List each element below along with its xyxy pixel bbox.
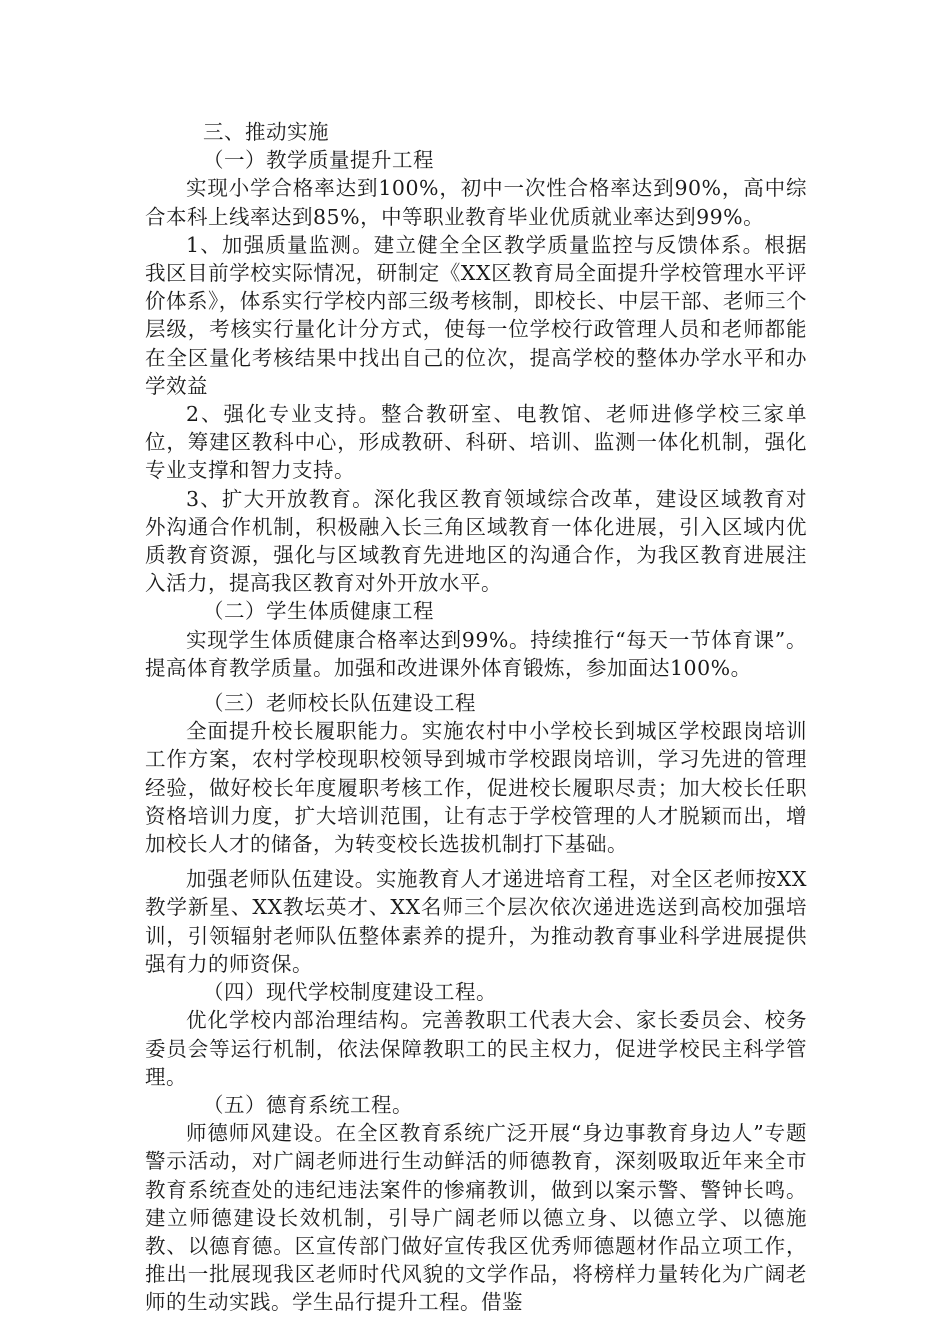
paragraph: 实现学生体质健康合格率达到99%。持续推行“每天一节体育课”。提高体育教学质量。加强和改进课外体育锻炼，参加面达100%。 xyxy=(145,627,807,680)
paragraph: 1、加强质量监测。建立健全全区教学质量监控与反馈体系。根据我区目前学校实际情况，研制定《XX区教育局全面提升学校管理水平评价体系》，体系实行学校内部三级考核制，即校长、中层干部、老师三个层级，考核实行量化计分方式，使每一位学校行政管理人员和老师都能在全区量化考核结果中找出自己的位次，提高学校的整体办学水平和办学效益 xyxy=(145,232,807,398)
paragraph: 2、强化专业支持。整合教研室、电教馆、老师进修学校三家单位，筹建区教科中心，形成教研、科研、培训、监测一体化机制，强化专业支撑和智力支持。 xyxy=(145,402,807,483)
section-heading: 三、推动实施 xyxy=(203,120,329,144)
subsection-heading: （二）学生体质健康工程 xyxy=(203,599,434,624)
paragraph: 3、扩大开放教育。深化我区教育领域综合改革，建设区域教育对外沟通合作机制，积极融入长三角区域教育一体化进展，引入区域内优质教育资源，强化与区域教育先进地区的沟通合作，为我区教育进展注入活力，提高我区教育对外开放水平。 xyxy=(145,486,807,596)
subsection-heading: （三）老师校长队伍建设工程 xyxy=(203,691,476,716)
paragraph: 师德师风建设。在全区教育系统广泛开展“身边事教育身边人”专题警示活动，对广阔老师进行生动鲜活的师德教育，深刻吸取近年来全市教育系统查处的违纪违法案件的惨痛教训，做到以案示警、警钟长鸣。建立师德建设长效机制，引导广阔老师以德立身、以德立学、以德施教、以德育德。区宣传部门做好宣传我区优秀师德题材作品立项工作，推出一批展现我区老师时代风貌的文学作品，将榜样力量转化为广阔老师的生动实践。学生品行提升工程。借鉴 xyxy=(145,1121,807,1315)
document-body xyxy=(145,118,807,1317)
subsection-heading: （四）现代学校制度建设工程。 xyxy=(203,980,497,1005)
subsection-heading: （一）教学质量提升工程 xyxy=(203,148,434,173)
paragraph: 全面提升校长履职能力。实施农村中小学校长到城区学校跟岗培训工作方案，农村学校现职校领导到城市学校跟岗培训，学习先进的管理经验，做好校长年度履职考核工作，促进校长履职尽责；加大校长任职资格培训力度，扩大培训范围，让有志于学校管理的人才脱颖而出，增加校长人才的储备，为转变校长选拔机制打下基础。 xyxy=(145,719,807,857)
paragraph: 优化学校内部治理结构。完善教职工代表大会、家长委员会、校务委员会等运行机制，依法保障教职工的民主权力，促进学校民主科学管理。 xyxy=(145,1008,807,1089)
paragraph: 加强老师队伍建设。实施教育人才递进培育工程，对全区老师按XX教学新星、XX教坛英才、XX名师三个层次依次递进选送到高校加强培训，引领辐射老师队伍整体素养的提升，为推动教育事业科学进展提供强有力的师资保。 xyxy=(145,867,807,976)
subsection-heading: （五）德育系统工程。 xyxy=(203,1092,413,1117)
paragraph: 实现小学合格率达到100%，初中一次性合格率达到90%，高中综合本科上线率达到85%，中等职业教育毕业优质就业率达到99%。 xyxy=(145,176,807,229)
